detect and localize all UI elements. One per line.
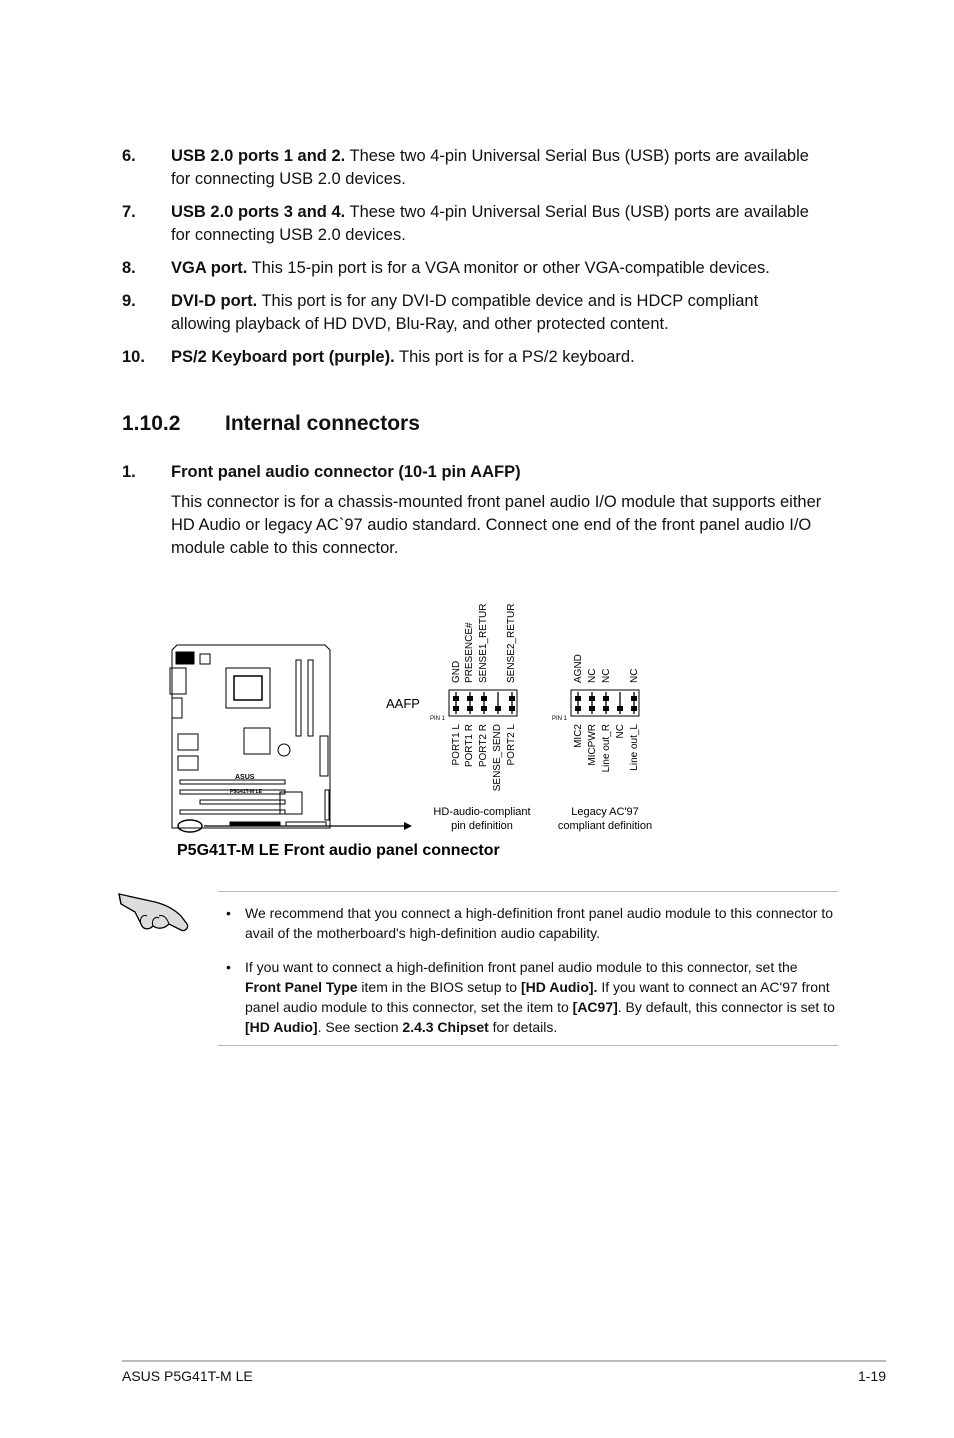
list-item-8 [122,257,822,280]
item-text: This 15-pin port is for a VGA monitor or other VGA-compatible devices. [247,259,770,277]
hd-bottom-label-4: SENSE_SEND [492,724,503,792]
item-number: 7. [122,203,136,221]
motherboard-outline [170,645,330,828]
hd-top-label-2: PRESENCE# [464,622,475,683]
item-text: These two 4-pin Universal Serial Bus (USB) ports are available for connecting USB 2.0 devices. [171,203,809,244]
list-item-6 [122,145,822,191]
ac-top-label-1: AGND [573,654,584,683]
audio-connector-diagram [160,580,680,870]
hd-top-label-1: GND [451,660,462,683]
item-text: These two 4-pin Universal Serial Bus (USB) ports are available for connecting USB 2.0 devices. [171,147,809,188]
bold-run: [AC97] [572,999,618,1015]
hd-top-labels [451,604,517,683]
ac-bottom-label-5: Line out_L [629,724,640,771]
ac-top-labels [573,654,640,683]
bullet-dot: • [226,959,231,975]
hd-top-label-5: SENSE2_RETUR [506,603,517,683]
bullet-text [245,957,836,1037]
connector-highlight [178,820,202,832]
note-hand-icon [115,886,191,938]
ac-bottom-label-3: Line out_R [601,724,612,773]
item-title: DVI-D port. [171,292,258,310]
ac-caption-line1: Legacy AC'97 [571,806,639,818]
sub-item-1 [122,461,822,484]
item-text: This port is for a PS/2 keyboard. [394,348,635,366]
text-run: item in the BIOS setup to [357,979,521,995]
hd-bottom-label-3: PORT2 R [478,724,489,768]
ac-top-label-3: NC [601,668,612,683]
hd-caption-line2: pin definition [451,820,513,832]
footer-product: ASUS P5G41T-M LE [122,1368,253,1384]
bullet-dot: • [226,905,231,921]
connector-label: AAFP [386,696,420,711]
item-number: 10. [122,348,145,366]
text-run: If you want to connect a high-definition front panel audio module to this connector, set the [245,959,798,975]
hd-bottom-label-2: PORT1 R [464,724,475,768]
text-run: If you want to connect an AC'97 front panel audio module to this connector, set the item to [245,979,830,1015]
footer-divider [122,1360,886,1362]
bold-run: 2.4.3 Chipset [402,1019,489,1035]
item-text: This port is for any DVI-D compatible device and is HDCP compliant allowing playback of HD DVD, Blu-Ray, and other protected content. [171,292,759,333]
diagram-caption: P5G41T-M LE Front audio panel connector [177,842,500,859]
board-model: P5G41T-M LE [230,789,262,795]
item-title: USB 2.0 ports 3 and 4. [171,203,346,221]
section-number: 1.10.2 [122,412,181,435]
bold-run: [HD Audio] [245,1019,318,1035]
text-run: . By default, this connector is set to [617,999,835,1015]
hd-pin1-label: PIN 1 [430,716,446,722]
list-item-10 [122,346,822,369]
hd-bottom-label-1: PORT1 L [451,724,462,766]
item-title: USB 2.0 ports 1 and 2. [171,147,346,165]
item-number: 9. [122,292,136,310]
item-text: This connector is for a chassis-mounted front panel audio I/O module that supports either HD Audio or legacy AC`97 audio standard. Connect one end of the front panel audio I/O module cable to this connector. [171,493,822,557]
item-title: PS/2 Keyboard port (purple). [171,348,395,366]
ac-top-label-5: NC [629,668,640,683]
sub-item-body [122,491,822,560]
list-item-9 [122,290,822,336]
ac-bottom-label-2: MICPWR [587,724,598,766]
hd-bottom-labels [451,724,517,792]
item-number: 8. [122,259,136,277]
text-run: . See section [317,1019,403,1035]
ac-bottom-label-1: MIC2 [573,724,584,748]
list-item-7 [122,201,822,247]
section-heading [122,412,420,436]
footer-page-number: 1-19 [857,1368,886,1384]
item-number: 6. [122,147,136,165]
ac-top-label-2: NC [587,668,598,683]
item-title: Front panel audio connector (10-1 pin AAFP) [171,463,521,481]
diagram-svg [160,580,680,870]
ac-bottom-label-4: NC [615,724,626,739]
ac-pin-header [571,690,639,716]
item-number: 1. [122,463,136,481]
arrow-head [404,822,412,830]
bold-run: [HD Audio]. [520,979,598,995]
bullet-text: We recommend that you connect a high-definition front panel audio module to this connector to avail of the motherboard's high-definition audio capability. [245,905,834,941]
hd-pin-header [449,690,517,716]
hd-top-label-3: SENSE1_RETUR [478,603,489,683]
section-title: Internal connectors [225,412,420,435]
hd-bottom-label-5: PORT2 L [506,724,517,766]
note-bullet-1 [226,903,836,943]
note-bullet-2 [226,957,836,1037]
ac-caption-line2: compliant definition [557,820,653,832]
text-run: for details. [488,1019,558,1035]
ac-bottom-labels [573,724,640,773]
item-title: VGA port. [171,259,248,277]
board-brand: ASUS [235,774,255,781]
bold-run: Front Panel Type [245,979,358,995]
ac-pin1-label: PIN 1 [552,716,568,722]
note-box [218,891,838,1046]
hd-caption-line1: HD-audio-compliant [433,806,531,818]
